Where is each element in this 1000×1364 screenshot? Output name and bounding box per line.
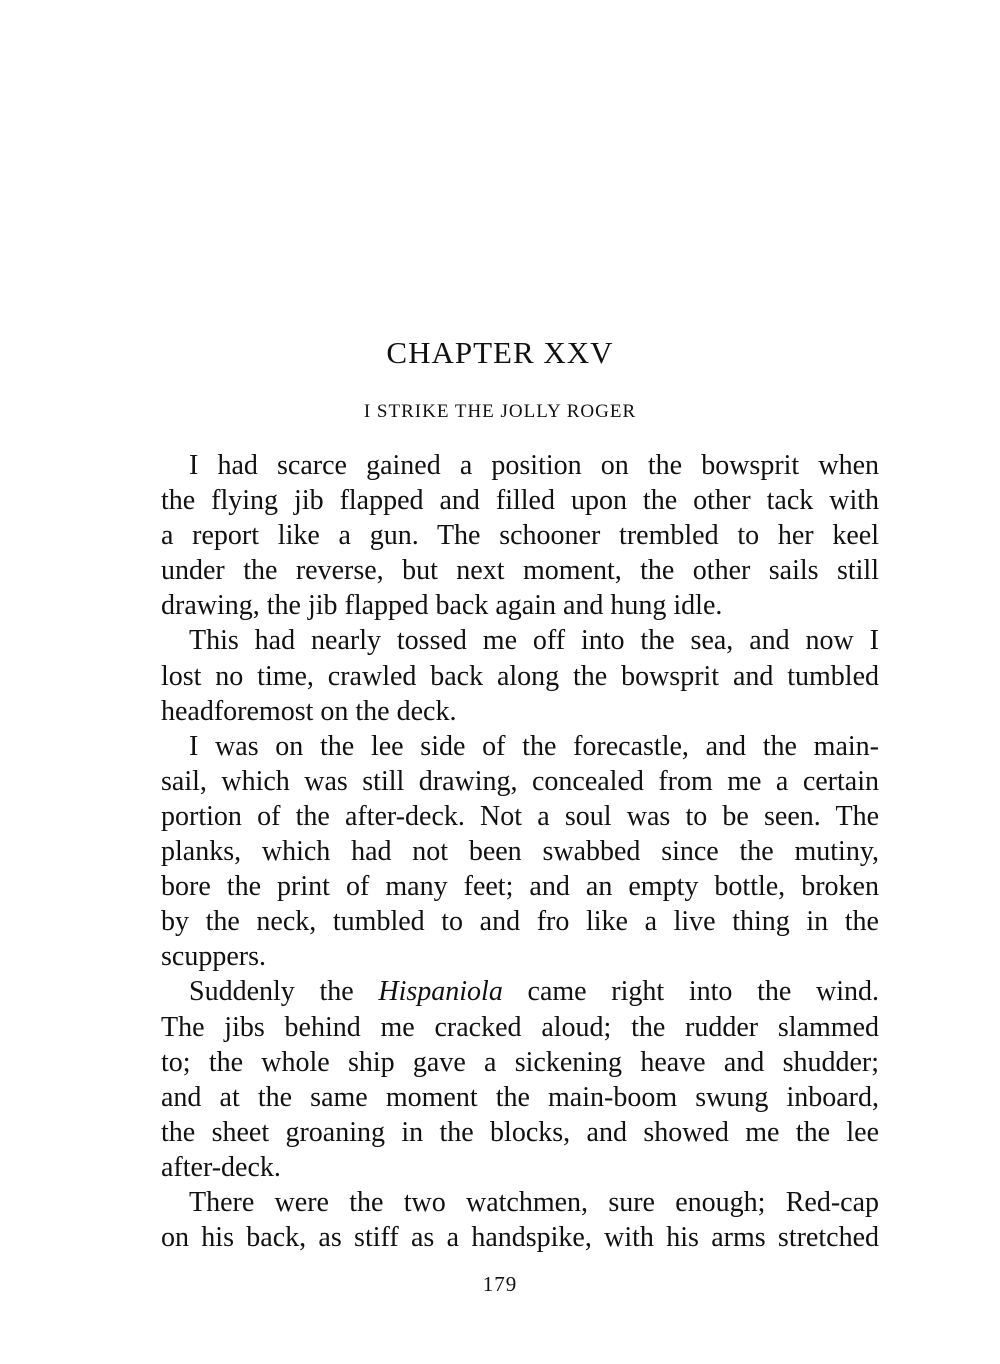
paragraph xyxy=(133,974,879,1185)
text-line: drawing, the jib flapped back again and hung idle. xyxy=(161,590,723,622)
text-line: headforemost on the deck. xyxy=(161,695,457,727)
chapter-title: CHAPTER XXV xyxy=(386,335,614,370)
text-line: I was on the lee side of the forecastle, and the main- xyxy=(189,730,879,762)
text-run: Suddenly the xyxy=(189,976,379,1008)
text-line: after-deck. xyxy=(161,1151,281,1183)
paragraph xyxy=(133,623,879,728)
ship-name-italic: Hispaniola xyxy=(378,976,503,1008)
text-line: the sheet groaning in the blocks, and showed me the lee xyxy=(161,1116,879,1148)
text-line: portion of the after-deck. Not a soul was to be seen. The xyxy=(161,800,879,832)
text-line: This had nearly tossed me off into the sea, and now I xyxy=(189,625,879,657)
text-line: by the neck, tumbled to and fro like a live thing in the xyxy=(161,906,879,938)
text-line: under the reverse, but next moment, the other sails still xyxy=(161,555,879,587)
text-line: and at the same moment the main-boom swung inboard, xyxy=(161,1081,879,1113)
text-line: planks, which had not been swabbed since the mutiny, xyxy=(161,836,879,868)
text-line: lost no time, crawled back along the bowsprit and tumbled xyxy=(161,660,879,692)
paragraph xyxy=(133,729,879,975)
text-line: sail, which was still drawing, concealed from me a certain xyxy=(161,765,879,797)
paragraph xyxy=(133,1185,879,1255)
body-text xyxy=(133,448,879,1255)
text-line xyxy=(133,974,879,1009)
paragraph xyxy=(133,448,879,623)
text-line: the flying jib flapped and filled upon the other tack with xyxy=(161,485,879,517)
text-line: There were the two watchmen, sure enough; Red-cap xyxy=(189,1186,879,1218)
chapter-subtitle: I STRIKE THE JOLLY ROGER xyxy=(363,401,637,422)
text-run: came right into the wind. xyxy=(502,976,879,1008)
text-line: to; the whole ship gave a sickening heave and shudder; xyxy=(161,1046,879,1078)
text-line: The jibs behind me cracked aloud; the rudder slammed xyxy=(161,1011,879,1043)
text-line: scuppers. xyxy=(161,941,266,973)
text-line: a report like a gun. The schooner trembled to her keel xyxy=(161,520,879,552)
text-line: bore the print of many feet; and an empty bottle, broken xyxy=(161,871,879,903)
page-number: 179 xyxy=(482,1272,518,1296)
text-line: I had scarce gained a position on the bowsprit when xyxy=(189,450,879,481)
text-line: on his back, as stiff as a handspike, with his arms stretched xyxy=(161,1222,879,1254)
